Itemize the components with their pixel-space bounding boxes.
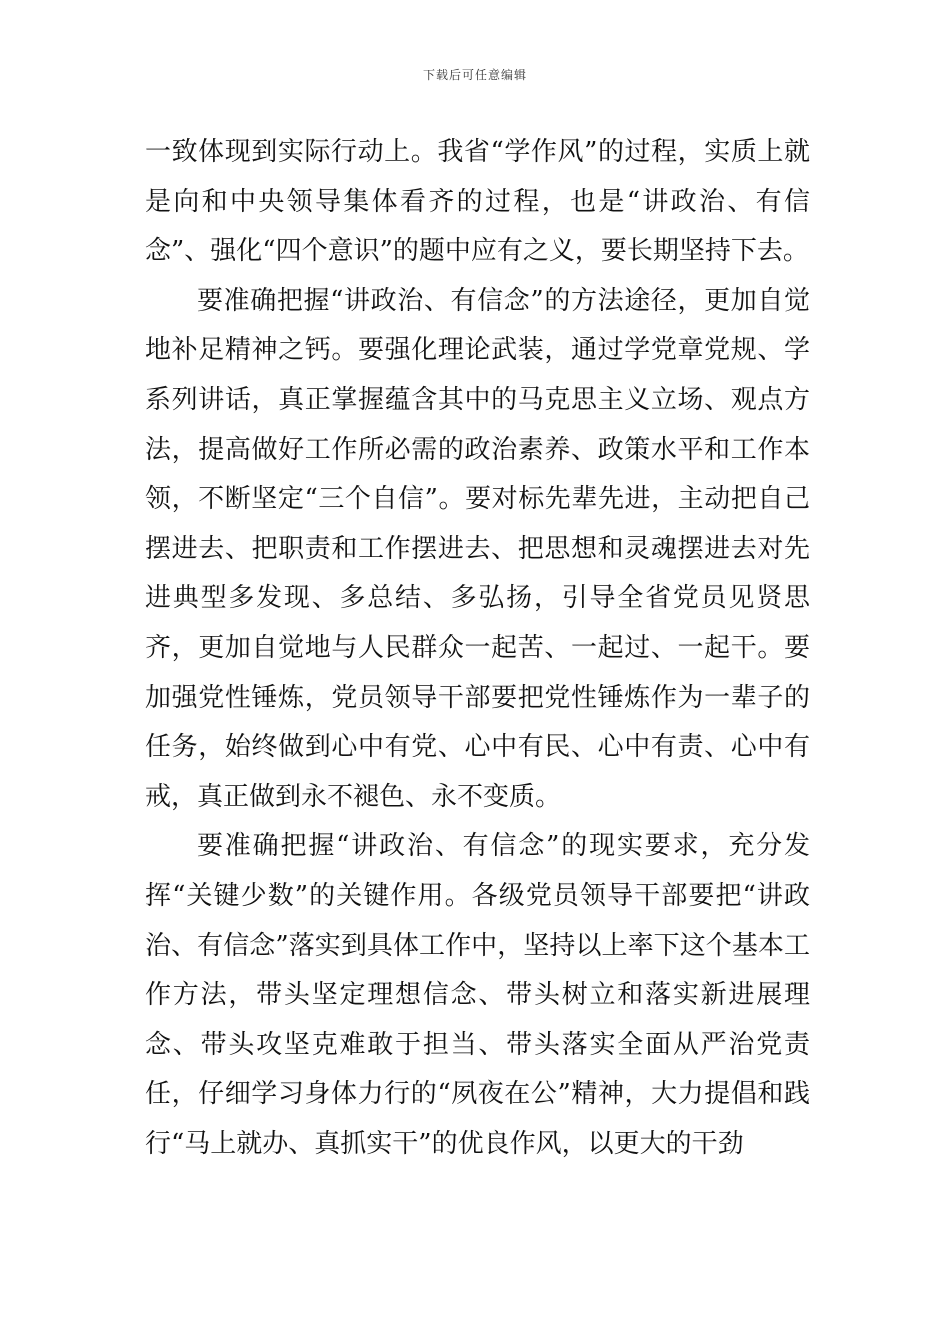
document-body (145, 128, 810, 1169)
paragraph-3: 要准确把握“讲政治、有信念”的现实要求，充分发挥“关键少数”的关键作用。各级党员领导干部要把“讲政治、有信念”落实到具体工作中，坚持以上率下这个基本工作方法，带头坚定理想信念、带头树立和落实新进展理念、带头攻坚克难敢于担当、带头落实全面从严治党责任，仔细学习身体力行的“夙夜在公”精神，大力提倡和践行“马上就办、真抓实干”的优良作风，以更大的干劲 (145, 831, 810, 1159)
paragraph-2: 要准确把握“讲政治、有信念”的方法途径，更加自觉地补足精神之钙。要强化理论武装，通过学党章党规、学系列讲话，真正掌握蕴含其中的马克思主义立场、观点方法，提高做好工作所必需的政治素养、政策水平和工作本领，不断坚定“三个自信”。要对标先辈先进，主动把自己摆进去、把职责和工作摆进去、把思想和灵魂摆进去对先进典型多发现、多总结、多弘扬，引导全省党员见贤思齐，更加自觉地与人民群众一起苦、一起过、一起干。要加强党性锤炼，党员领导干部要把党性锤炼作为一辈子的任务，始终做到心中有党、心中有民、心中有责、心中有戒，真正做到永不褪色、永不变质。 (145, 285, 810, 812)
page-header: 下载后可任意编辑 (422, 68, 527, 82)
paragraph-1: 一致体现到实际行动上。我省“学作风”的过程，实质上就是向和中央领导集体看齐的过程，也是“讲政治、有信念”、强化“四个意识”的题中应有之义，要长期坚持下去。 (145, 137, 810, 267)
